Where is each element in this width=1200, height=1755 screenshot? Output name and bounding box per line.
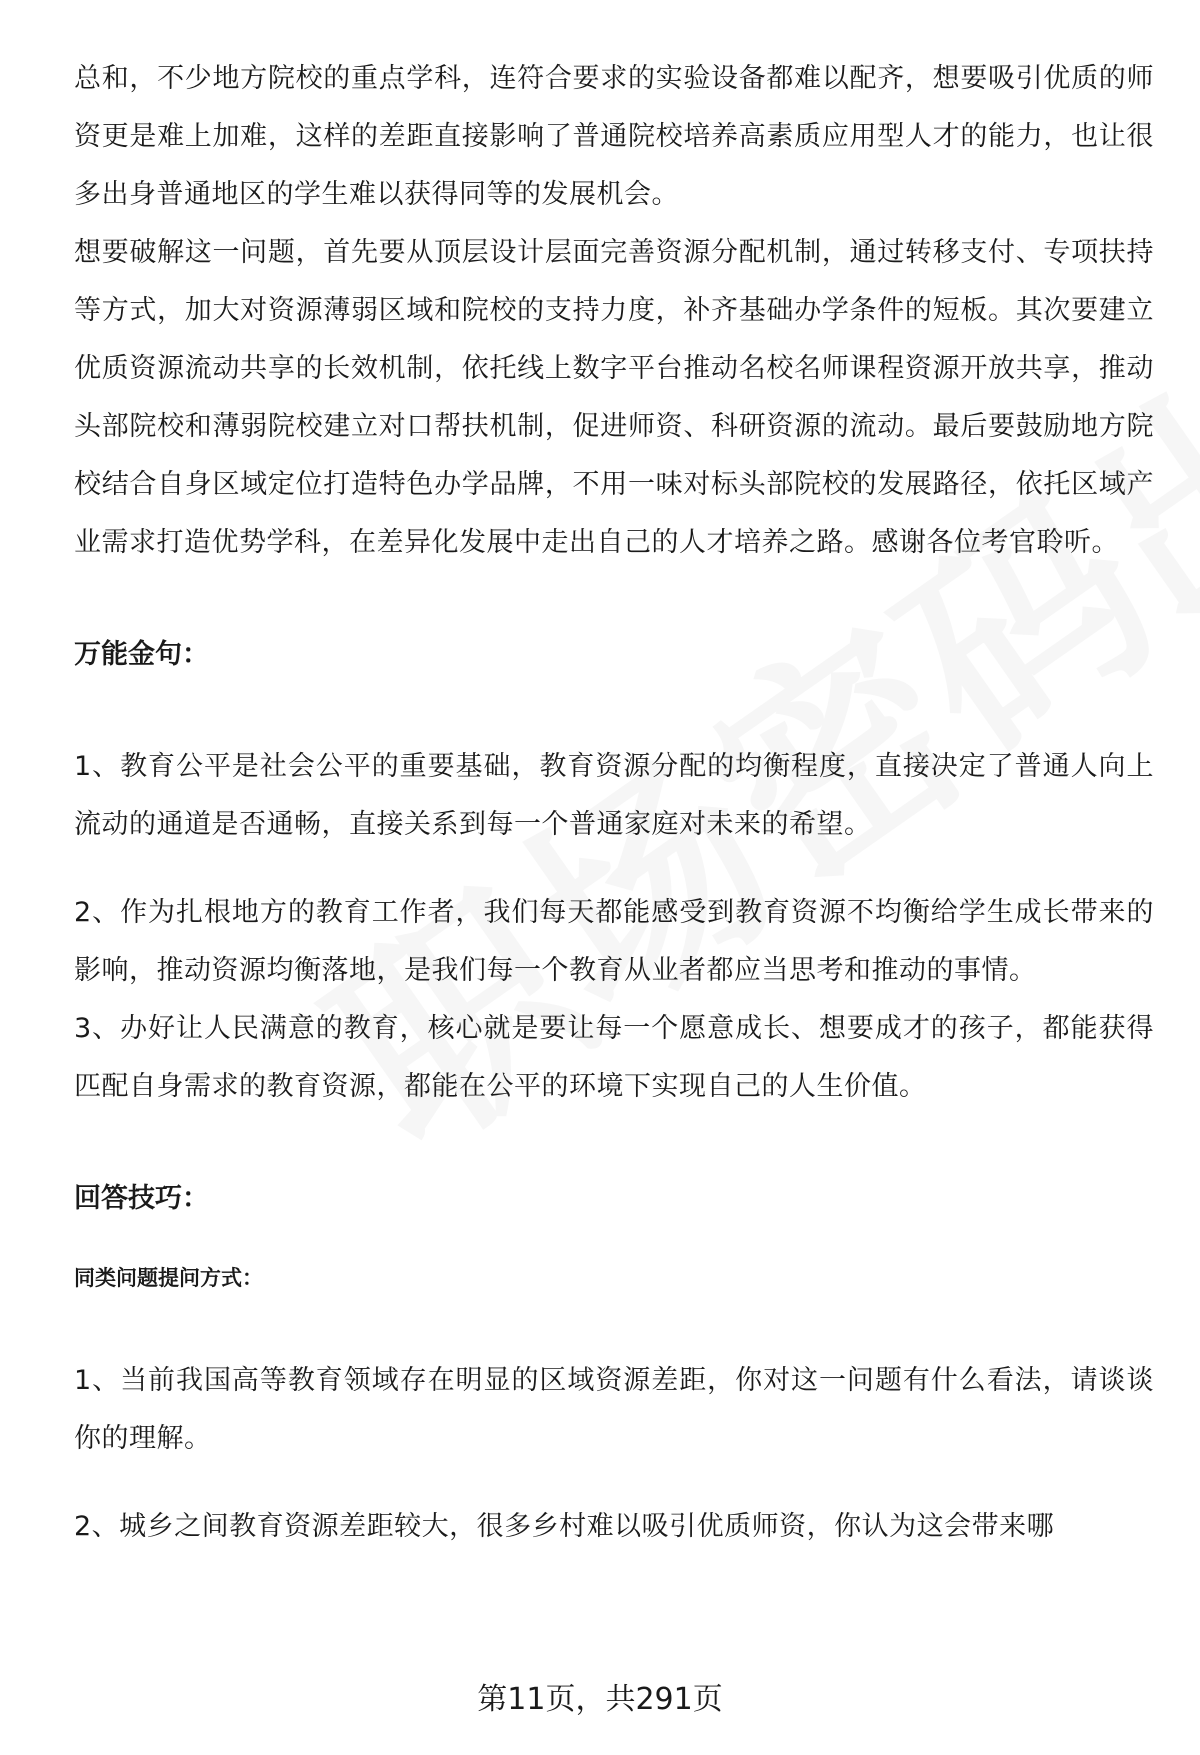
spacer (74, 572, 1154, 626)
paragraph-2: 想要破解这一问题，首先要从顶层设计层面完善资源分配机制，通过转移支付、专项扶持等方式，加大对资源薄弱区域和院校的支持力度，补齐基础办学条件的短板。其次要建立优质资源流动共享的长效机制，依托线上数字平台推动名校名师课程资源开放共享，推动头部院校和薄弱院校建立对口帮扶机制，促进师资、科研资源的流动。最后要鼓励地方院校结合自身区域定位打造特色办学品牌，不用一味对标头部院校的发展路径，依托区域产业需求打造优势学科，在差异化发展中走出自己的人才培养之路。感谢各位考官聆听。 (74, 237, 1154, 558)
golden-sentence-2: 2、作为扎根地方的教育工作者，我们每天都能感受到教育资源不均衡给学生成长带来的影响，推动资源均衡落地，是我们每一个教育从业者都应当思考和推动的事情。 (74, 897, 1154, 986)
spacer (74, 1298, 1154, 1352)
golden-sentence-3: 3、办好让人民满意的教育，核心就是要让每一个愿意成长、想要成才的孩子，都能获得匹配自身需求的教育资源，都能在公平的环境下实现自己的人生价值。 (74, 1013, 1154, 1102)
spacer (74, 684, 1154, 738)
spacer (74, 854, 1154, 884)
similar-question-1: 1、当前我国高等教育领域存在明显的区域资源差距，你对这一问题有什么看法，请谈谈你的理解。 (74, 1365, 1154, 1454)
spacer (74, 1468, 1154, 1498)
spacer (74, 1228, 1154, 1258)
page-number: 第11页，共291页 (477, 1682, 723, 1717)
subheading-similar-questions: 同类问题提问方式： (74, 1266, 263, 1290)
spacer (74, 1116, 1154, 1170)
heading-golden-sentences: 万能金句： (74, 639, 209, 670)
golden-sentence-1: 1、教育公平是社会公平的重要基础，教育资源分配的均衡程度，直接决定了普通人向上流动的通道是否通畅，直接关系到每一个普通家庭对未来的希望。 (74, 751, 1154, 840)
page-content (74, 50, 1154, 1556)
heading-answer-tips: 回答技巧： (74, 1183, 209, 1214)
paragraph-1: 总和，不少地方院校的重点学科，连符合要求的实验设备都难以配齐，想要吸引优质的师资更是难上加难，这样的差距直接影响了普通院校培养高素质应用型人才的能力，也让很多出身普通地区的学生难以获得同等的发展机会。 (74, 63, 1154, 210)
similar-question-2: 2、城乡之间教育资源差距较大，很多乡村难以吸引优质师资，你认为这会带来哪 (74, 1511, 1055, 1542)
